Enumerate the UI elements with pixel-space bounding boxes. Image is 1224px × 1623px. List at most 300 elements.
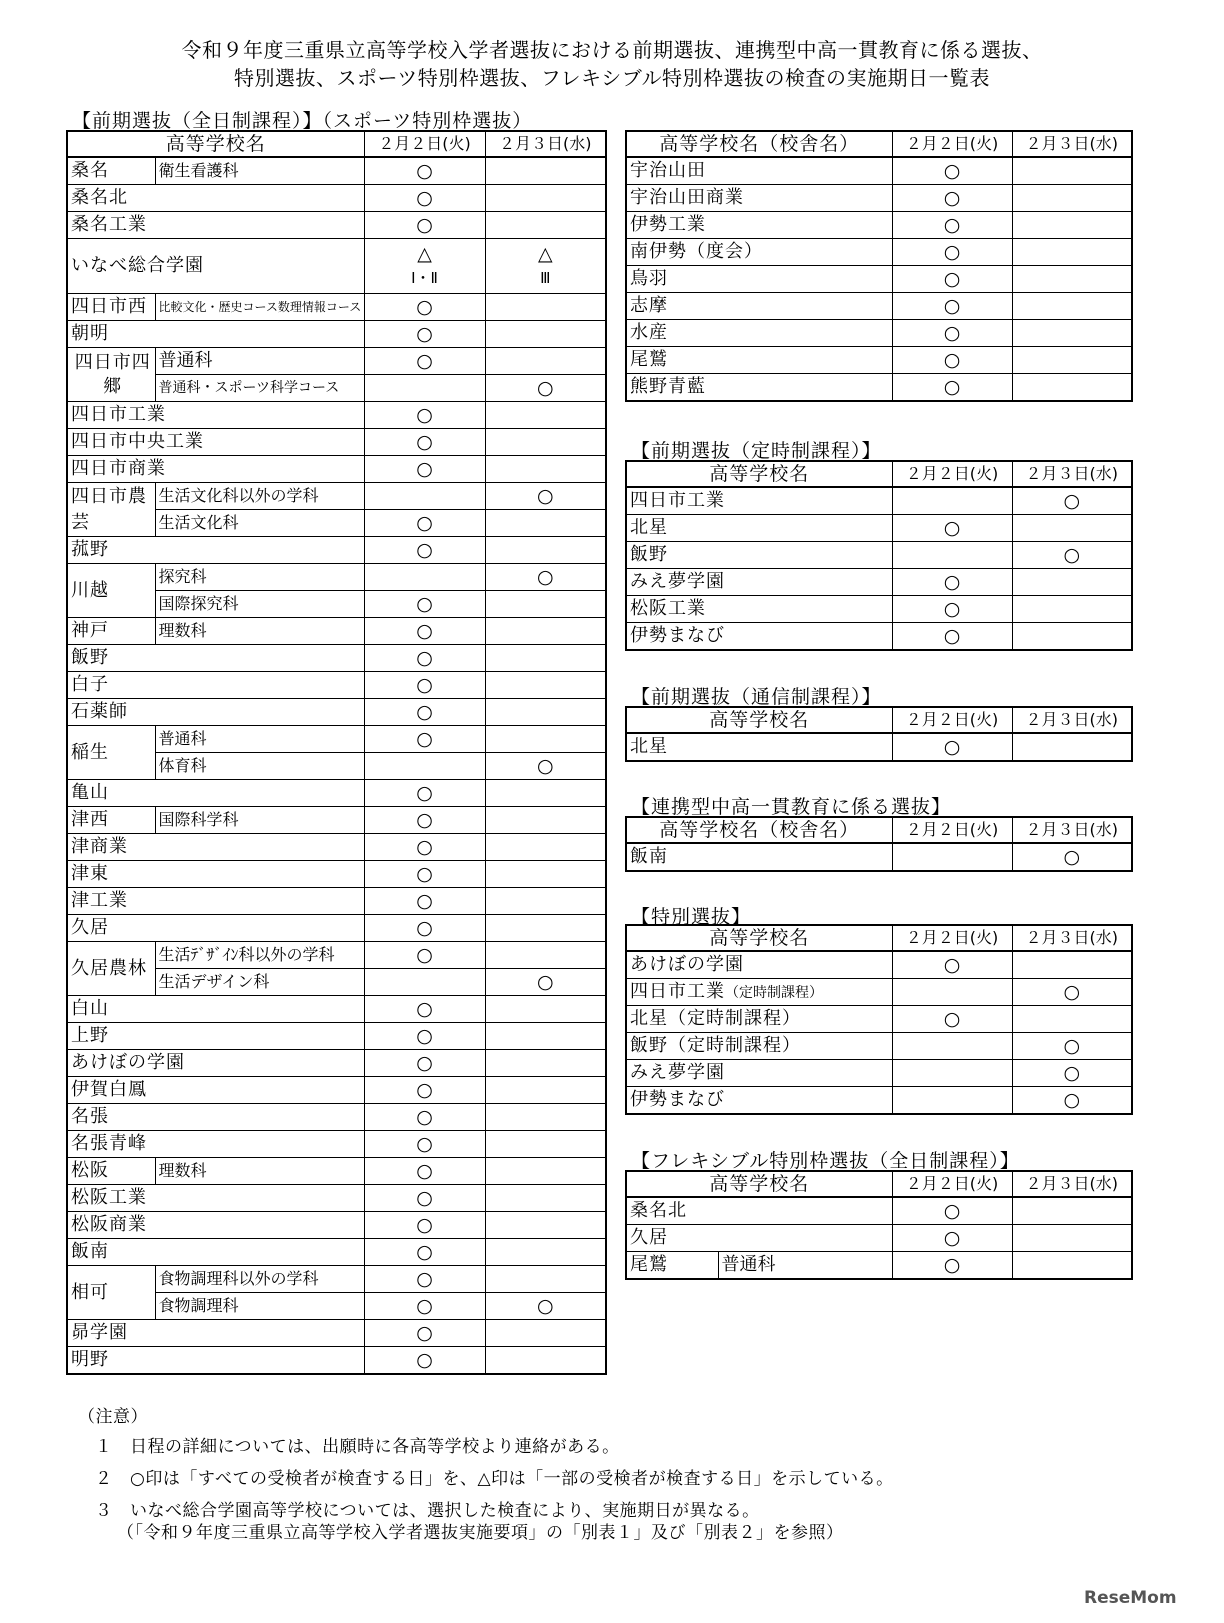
header-day1: ２月２日(火) xyxy=(892,131,1012,157)
mark-day2 xyxy=(485,429,606,456)
mark-day1 xyxy=(364,969,485,996)
school-name: 名張青峰 xyxy=(67,1131,364,1158)
department: 普通科 xyxy=(718,1252,892,1280)
header-school: 高等学校名 xyxy=(67,131,364,157)
header-school-campus: 高等学校名（校舎名） xyxy=(626,817,892,843)
table-zennichi xyxy=(66,130,607,1375)
table-row xyxy=(626,623,1132,651)
table-row xyxy=(626,843,1132,871)
mark-day1: ○ xyxy=(892,239,1012,266)
mark-day2 xyxy=(1012,1006,1132,1033)
mark-day1: ○ xyxy=(364,1077,485,1104)
section-heading-flexible: 【フレキシブル特別枠選抜（全日制課程）】 xyxy=(631,1150,1020,1172)
header-day1: ２月２日(火) xyxy=(892,817,1012,843)
table-row xyxy=(67,456,606,483)
mark-day1: ○ xyxy=(364,1185,485,1212)
table-zennichi-continued xyxy=(625,130,1133,402)
department: 理数科 xyxy=(155,1158,364,1185)
mark-day2 xyxy=(1012,569,1132,596)
watermark-logo: ReseMom xyxy=(1084,1588,1177,1608)
mark-day1-sub: Ⅰ・Ⅱ xyxy=(411,269,438,287)
table-row xyxy=(67,1158,606,1185)
mark-day1: ○ xyxy=(364,402,485,429)
title-line-2: 特別選抜、スポーツ特別枠選抜、フレキシブル特別枠選抜の検査の実施期日一覧表 xyxy=(234,66,990,90)
header-day1: ２月２日(火) xyxy=(892,707,1012,733)
department: 探究科 xyxy=(155,564,364,591)
mark-day2 xyxy=(485,1239,606,1266)
mark-day1: ○ xyxy=(364,510,485,537)
table-row xyxy=(626,293,1132,320)
table-row xyxy=(626,212,1132,239)
mark-day2 xyxy=(485,348,606,375)
mark-day1: ○ xyxy=(892,347,1012,374)
notes-list xyxy=(95,1432,894,1542)
mark-day2 xyxy=(1012,239,1132,266)
school-name: みえ夢学園 xyxy=(626,569,892,596)
school-name: 伊勢まなび xyxy=(626,1087,892,1115)
mark-day2 xyxy=(1012,157,1132,185)
table-row xyxy=(626,347,1132,374)
mark-day1: ○ xyxy=(364,321,485,348)
mark-day1: ○ xyxy=(364,726,485,753)
table-row xyxy=(626,1033,1132,1060)
section-heading-tsushin: 【前期選抜（通信制課程）】 xyxy=(631,686,882,708)
mark-day1 xyxy=(892,1060,1012,1087)
school-name: 宇治山田商業 xyxy=(626,185,892,212)
mark-day1: ○ xyxy=(892,157,1012,185)
table-row xyxy=(67,1212,606,1239)
table-row xyxy=(67,483,606,510)
department: 生活デザイン科 xyxy=(155,969,364,996)
school-name: 松阪商業 xyxy=(67,1212,364,1239)
note-1: １ 日程の詳細については、出願時に各高等学校より連絡がある。 xyxy=(95,1437,620,1457)
note-3: ３ いなべ総合学園高等学校については、選択した検査により、実施期日が異なる。 xyxy=(95,1501,760,1521)
mark-day1: ○ xyxy=(892,569,1012,596)
mark-day1 xyxy=(892,542,1012,569)
header-school: 高等学校名 xyxy=(626,461,892,487)
school-name: 宇治山田 xyxy=(626,157,892,185)
school-name: 志摩 xyxy=(626,293,892,320)
department: 食物調理科以外の学科 xyxy=(155,1266,364,1293)
table-row xyxy=(67,239,606,294)
mark-day2 xyxy=(485,1023,606,1050)
table-header-row xyxy=(626,707,1132,733)
mark-day2 xyxy=(1012,515,1132,542)
table-row xyxy=(67,888,606,915)
mark-day2 xyxy=(485,861,606,888)
table-row xyxy=(626,596,1132,623)
table-row xyxy=(626,320,1132,347)
department: 食物調理科 xyxy=(155,1293,364,1320)
table-row xyxy=(67,1077,606,1104)
mark-day2 xyxy=(485,402,606,429)
mark-day2 xyxy=(485,510,606,537)
table-row xyxy=(67,348,606,375)
school-name: 伊勢まなび xyxy=(626,623,892,651)
table-header-row xyxy=(626,817,1132,843)
mark-day2 xyxy=(485,915,606,942)
mark-day1: △ xyxy=(417,243,432,265)
header-day1: ２月２日(火) xyxy=(364,131,485,157)
header-day2: ２月３日(水) xyxy=(485,131,606,157)
school-name: 稲生 xyxy=(67,726,155,780)
school-name: 飯南 xyxy=(67,1239,364,1266)
mark-day2 xyxy=(1012,293,1132,320)
mark-day2-cell xyxy=(485,239,606,294)
school-name: 北星（定時制課程） xyxy=(626,1006,892,1033)
school-name: あけぼの学園 xyxy=(67,1050,364,1077)
school-name: あけぼの学園 xyxy=(626,951,892,979)
header-day2: ２月３日(水) xyxy=(1012,707,1132,733)
mark-day1: ○ xyxy=(364,212,485,239)
mark-day1: ○ xyxy=(364,456,485,483)
mark-day1: ○ xyxy=(364,834,485,861)
table-row xyxy=(67,915,606,942)
table-tsushin xyxy=(625,706,1133,762)
school-name: 北星 xyxy=(626,515,892,542)
school-name: 四日市商業 xyxy=(67,456,364,483)
department: 生活文化科以外の学科 xyxy=(155,483,364,510)
mark-day2: ○ xyxy=(1012,1087,1132,1115)
school-name: 久居農林 xyxy=(67,942,155,996)
department: 生活文化科 xyxy=(155,510,364,537)
table-row xyxy=(626,1197,1132,1225)
mark-day2 xyxy=(1012,320,1132,347)
mark-day1: ○ xyxy=(364,1158,485,1185)
school-name: 神戸 xyxy=(67,618,155,645)
department: 普通科・スポーツ科学コース xyxy=(155,375,364,402)
mark-day1: ○ xyxy=(892,1197,1012,1225)
school-name: 四日市中央工業 xyxy=(67,429,364,456)
table-header-row xyxy=(626,925,1132,951)
department: 衛生看護科 xyxy=(155,157,364,185)
mark-day2 xyxy=(485,1104,606,1131)
section-heading-zennichi: 【前期選抜（全日制課程）】（スポーツ特別枠選抜） xyxy=(72,110,533,132)
department: 生活ﾃﾞｻﾞｲﾝ科以外の学科 xyxy=(155,942,364,969)
school-name: 津工業 xyxy=(67,888,364,915)
table-row xyxy=(67,185,606,212)
header-day1: ２月２日(火) xyxy=(892,925,1012,951)
mark-day2 xyxy=(1012,266,1132,293)
header-school: 高等学校名 xyxy=(626,707,892,733)
mark-day2 xyxy=(485,645,606,672)
mark-day1: ○ xyxy=(892,185,1012,212)
mark-day2-sub: Ⅲ xyxy=(540,269,551,287)
school-name: 伊勢工業 xyxy=(626,212,892,239)
mark-day2: ○ xyxy=(485,1293,606,1320)
school-name: 松阪工業 xyxy=(67,1185,364,1212)
mark-day1-cell xyxy=(364,239,485,294)
mark-day2 xyxy=(1012,623,1132,651)
school-name: 伊賀白鳳 xyxy=(67,1077,364,1104)
mark-day1: ○ xyxy=(364,942,485,969)
mark-day1: ○ xyxy=(892,266,1012,293)
table-row xyxy=(626,487,1132,515)
mark-day1 xyxy=(364,753,485,780)
mark-day1: ○ xyxy=(892,951,1012,979)
mark-day2: ○ xyxy=(1012,979,1132,1006)
mark-day1: ○ xyxy=(364,1050,485,1077)
table-row xyxy=(626,185,1132,212)
mark-day2 xyxy=(485,1320,606,1347)
department: 国際探究科 xyxy=(155,591,364,618)
school-name: 四日市農芸 xyxy=(67,483,155,537)
table-row xyxy=(626,239,1132,266)
school-name: 名張 xyxy=(67,1104,364,1131)
school-name: 飯野（定時制課程） xyxy=(626,1033,892,1060)
header-day1: ２月２日(火) xyxy=(892,461,1012,487)
school-name: 飯野 xyxy=(626,542,892,569)
school-name: 菰野 xyxy=(67,537,364,564)
note-2: ２ ○印は「すべての受検者が検査する日」を、△印は「一部の受検者が検査する日」を示している。 xyxy=(95,1469,894,1489)
mark-day2: ○ xyxy=(1012,1033,1132,1060)
department: 体育科 xyxy=(155,753,364,780)
mark-day2 xyxy=(485,1050,606,1077)
header-school-campus: 高等学校名（校舎名） xyxy=(626,131,892,157)
school-name: 尾鷲 xyxy=(626,347,892,374)
mark-day2 xyxy=(1012,1197,1132,1225)
mark-day2 xyxy=(485,537,606,564)
mark-day2 xyxy=(485,1212,606,1239)
school-name: 四日市四郷 xyxy=(67,348,155,402)
mark-day1: ○ xyxy=(364,672,485,699)
school-name: 相可 xyxy=(67,1266,155,1320)
school-name: 四日市工業 xyxy=(67,402,364,429)
section-heading-teiji: 【前期選抜（定時制課程）】 xyxy=(631,440,882,462)
mark-day1: ○ xyxy=(364,185,485,212)
mark-day1: ○ xyxy=(364,537,485,564)
mark-day2 xyxy=(485,1131,606,1158)
school-name: 水産 xyxy=(626,320,892,347)
table-row xyxy=(626,733,1132,761)
school-name-cell xyxy=(626,979,892,1006)
school-name: 亀山 xyxy=(67,780,364,807)
mark-day1: ○ xyxy=(892,212,1012,239)
school-name: 津商業 xyxy=(67,834,364,861)
table-row xyxy=(626,542,1132,569)
mark-day2: ○ xyxy=(485,564,606,591)
mark-day2 xyxy=(485,618,606,645)
mark-day2 xyxy=(485,185,606,212)
table-header-row xyxy=(67,131,606,157)
table-row xyxy=(67,942,606,969)
notes-heading: （注意） xyxy=(78,1407,148,1427)
mark-day1 xyxy=(364,375,485,402)
school-name: 白子 xyxy=(67,672,364,699)
mark-day2: ○ xyxy=(485,375,606,402)
mark-day1: ○ xyxy=(364,429,485,456)
table-row xyxy=(67,1185,606,1212)
mark-day2: ○ xyxy=(1012,542,1132,569)
mark-day1: ○ xyxy=(892,374,1012,402)
table-row xyxy=(67,321,606,348)
mark-day1 xyxy=(892,1087,1012,1115)
mark-day1: ○ xyxy=(364,996,485,1023)
table-row xyxy=(626,515,1132,542)
table-row xyxy=(67,807,606,834)
mark-day2 xyxy=(485,942,606,969)
school-note: （定時制課程） xyxy=(725,984,823,1001)
table-row xyxy=(626,979,1132,1006)
mark-day2 xyxy=(485,834,606,861)
department: 普通科 xyxy=(155,348,364,375)
mark-day2 xyxy=(1012,596,1132,623)
table-row xyxy=(67,1266,606,1293)
mark-day2 xyxy=(485,157,606,185)
table-header-row xyxy=(626,461,1132,487)
mark-day1: ○ xyxy=(364,1239,485,1266)
mark-day2 xyxy=(485,1158,606,1185)
table-row xyxy=(626,1087,1132,1115)
mark-day1: ○ xyxy=(364,807,485,834)
mark-day2 xyxy=(1012,733,1132,761)
school-name: 桑名工業 xyxy=(67,212,364,239)
table-row xyxy=(626,374,1132,402)
school-name: 川越 xyxy=(67,564,155,618)
school-name: 上野 xyxy=(67,1023,364,1050)
mark-day2: ○ xyxy=(1012,487,1132,515)
mark-day2 xyxy=(485,1266,606,1293)
mark-day2: ○ xyxy=(485,483,606,510)
table-header-row xyxy=(626,131,1132,157)
mark-day2: ○ xyxy=(1012,1060,1132,1087)
school-name: 北星 xyxy=(626,733,892,761)
mark-day1: ○ xyxy=(364,348,485,375)
header-school: 高等学校名 xyxy=(626,925,892,951)
mark-day1: ○ xyxy=(364,1266,485,1293)
mark-day1 xyxy=(892,843,1012,871)
table-row xyxy=(67,699,606,726)
school-name: 明野 xyxy=(67,1347,364,1375)
mark-day1: ○ xyxy=(892,1252,1012,1280)
school-name: 飯南 xyxy=(626,843,892,871)
table-row xyxy=(67,834,606,861)
mark-day1: ○ xyxy=(892,320,1012,347)
school-name: 尾鷲 xyxy=(626,1252,718,1280)
mark-day1 xyxy=(364,483,485,510)
school-name: 桑名北 xyxy=(626,1197,892,1225)
mark-day2 xyxy=(1012,951,1132,979)
table-row xyxy=(67,212,606,239)
mark-day2 xyxy=(1012,1252,1132,1280)
table-row xyxy=(626,266,1132,293)
mark-day1: ○ xyxy=(364,780,485,807)
mark-day1: ○ xyxy=(364,618,485,645)
table-row xyxy=(626,1006,1132,1033)
mark-day2: △ xyxy=(537,243,553,265)
school-name: 津西 xyxy=(67,807,155,834)
mark-day1: ○ xyxy=(892,623,1012,651)
header-day2: ２月３日(水) xyxy=(1012,1171,1132,1197)
table-row xyxy=(626,951,1132,979)
mark-day1: ○ xyxy=(892,293,1012,320)
mark-day1: ○ xyxy=(364,915,485,942)
mark-day1: ○ xyxy=(364,1347,485,1375)
table-row xyxy=(626,569,1132,596)
table-tokubetsu xyxy=(625,924,1133,1115)
table-row xyxy=(67,1320,606,1347)
header-school: 高等学校名 xyxy=(626,1171,892,1197)
table-row xyxy=(67,294,606,321)
table-teiji xyxy=(625,460,1133,651)
mark-day1 xyxy=(892,979,1012,1006)
table-row xyxy=(67,672,606,699)
mark-day2: ○ xyxy=(485,753,606,780)
table-header-row xyxy=(626,1171,1132,1197)
school-name: 四日市工業 xyxy=(626,487,892,515)
department: 理数科 xyxy=(155,618,364,645)
school-name: 白山 xyxy=(67,996,364,1023)
mark-day1: ○ xyxy=(364,888,485,915)
school-name: 鳥羽 xyxy=(626,266,892,293)
mark-day1: ○ xyxy=(364,1293,485,1320)
mark-day2 xyxy=(485,1077,606,1104)
mark-day1: ○ xyxy=(364,157,485,185)
header-day1: ２月２日(火) xyxy=(892,1171,1012,1197)
mark-day1: ○ xyxy=(364,1131,485,1158)
school-name: 熊野青藍 xyxy=(626,374,892,402)
table-row xyxy=(67,996,606,1023)
mark-day1: ○ xyxy=(364,1212,485,1239)
mark-day2 xyxy=(485,591,606,618)
table-row xyxy=(67,1023,606,1050)
department: 国際科学科 xyxy=(155,807,364,834)
mark-day1: ○ xyxy=(364,1320,485,1347)
mark-day1: ○ xyxy=(892,596,1012,623)
mark-day2 xyxy=(485,456,606,483)
mark-day1: ○ xyxy=(364,1023,485,1050)
header-day2: ２月３日(水) xyxy=(1012,131,1132,157)
school-name: 石薬師 xyxy=(67,699,364,726)
header-day2: ２月３日(水) xyxy=(1012,925,1132,951)
mark-day2 xyxy=(485,1185,606,1212)
mark-day2 xyxy=(485,699,606,726)
table-row xyxy=(67,537,606,564)
table-row xyxy=(67,861,606,888)
school-name: 松阪工業 xyxy=(626,596,892,623)
school-name: 津東 xyxy=(67,861,364,888)
mark-day1: ○ xyxy=(364,699,485,726)
mark-day1 xyxy=(892,487,1012,515)
table-row xyxy=(67,645,606,672)
mark-day2 xyxy=(485,672,606,699)
header-day2: ２月３日(水) xyxy=(1012,461,1132,487)
table-row xyxy=(67,1131,606,1158)
mark-day2 xyxy=(1012,374,1132,402)
table-row xyxy=(626,1252,1132,1280)
mark-day2 xyxy=(485,726,606,753)
school-name: 朝明 xyxy=(67,321,364,348)
mark-day2: ○ xyxy=(485,969,606,996)
mark-day1: ○ xyxy=(892,733,1012,761)
school-name: 久居 xyxy=(626,1225,892,1252)
mark-day1: ○ xyxy=(364,591,485,618)
title-line-1: 令和９年度三重県立高等学校入学者選抜における前期選抜、連携型中高一貫教育に係る選抜、 xyxy=(181,38,1043,62)
department: 普通科 xyxy=(155,726,364,753)
table-row xyxy=(67,1239,606,1266)
mark-day1: ○ xyxy=(364,645,485,672)
mark-day2 xyxy=(1012,1225,1132,1252)
school-name: 久居 xyxy=(67,915,364,942)
school-name: いなべ総合学園 xyxy=(67,239,364,294)
mark-day2 xyxy=(485,888,606,915)
mark-day1: ○ xyxy=(364,861,485,888)
school-name: 桑名 xyxy=(67,157,155,185)
mark-day2 xyxy=(485,321,606,348)
school-name: 桑名北 xyxy=(67,185,364,212)
school-name: 飯野 xyxy=(67,645,364,672)
table-renkei xyxy=(625,816,1133,872)
